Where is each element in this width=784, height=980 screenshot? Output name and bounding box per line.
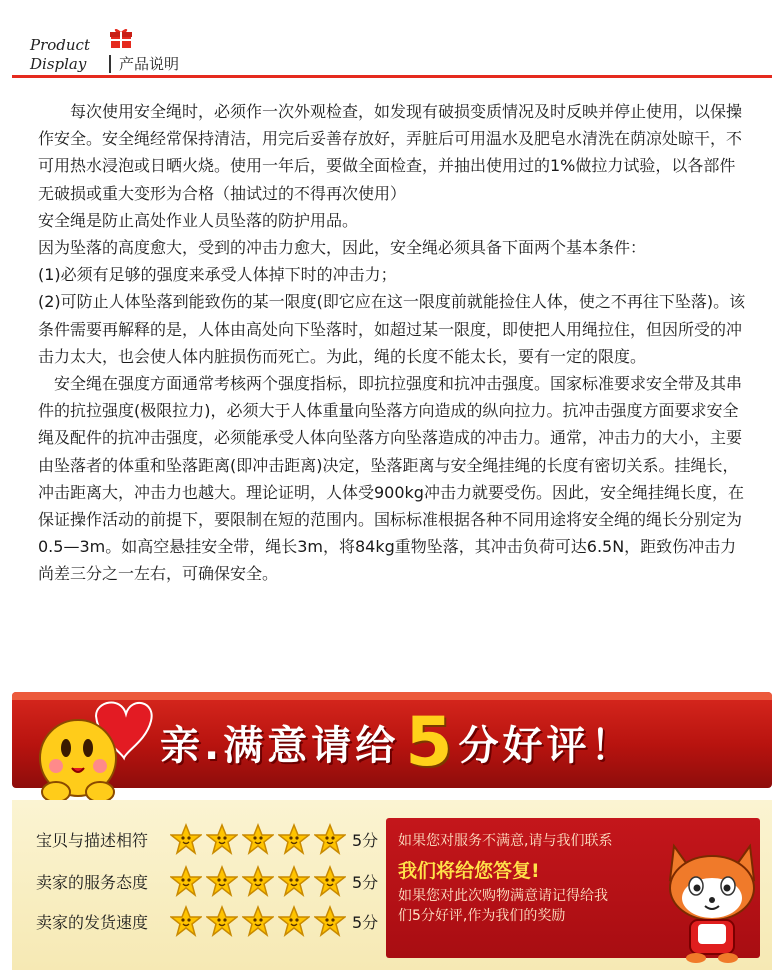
header-english-title <box>30 36 90 74</box>
rating-label: 卖家的发货速度 <box>36 912 149 932</box>
smiley-heart-mascot <box>26 696 156 808</box>
header-chinese-title: 产品说明 <box>119 55 180 73</box>
rating-label: 宝贝与描述相符 <box>36 830 149 850</box>
star-icon <box>278 865 310 897</box>
header-en-line1: Product <box>30 36 90 54</box>
notice-line-3: 如果您对此次购物满意请记得给我 <box>398 888 608 904</box>
rating-row-shipping <box>36 904 378 938</box>
star-icon <box>206 865 238 897</box>
star-icon <box>314 823 346 855</box>
paragraph-conditions-intro: 因为坠落的高度愈大，受到的冲击力愈大，因此，安全绳必须具备下面两个基本条件： <box>38 238 647 258</box>
fox-mascot <box>660 840 764 964</box>
banner-headline <box>160 702 635 782</box>
star-group <box>170 905 346 937</box>
rating-row-description <box>36 822 378 856</box>
rating-label: 卖家的服务态度 <box>36 872 149 892</box>
banner-text-after: 分好评！ <box>458 722 635 769</box>
star-icon <box>314 905 346 937</box>
rating-score: 5分 <box>352 912 379 932</box>
star-icon <box>170 865 202 897</box>
product-description <box>38 98 750 588</box>
paragraph-maintenance: 每次使用安全绳时，必须作一次外观检查，如发现有破损变质情况及时反映并停止使用，以保操作安全。安全绳经常保持清洁，用完后妥善存放好，弄脏后可用温水及肥皂水清洗在荫凉处晾干，不可用热水浸泡或日晒火烧。使用一年后，要做全面检查，并抽出使用过的1%做拉力试验，以各部件无破损或重大变形为合格（抽试过的不得再次使用） <box>38 102 743 203</box>
banner-five: 5 <box>405 702 453 782</box>
star-icon <box>206 823 238 855</box>
star-group <box>170 865 346 897</box>
page-header <box>0 0 784 80</box>
star-icon <box>170 905 202 937</box>
star-icon <box>170 823 202 855</box>
star-icon <box>242 865 274 897</box>
notice-line-4: 们5分好评,作为我们的奖励 <box>398 908 566 924</box>
star-group <box>170 823 346 855</box>
rating-score: 5分 <box>352 830 379 850</box>
notice-line-2: 我们将给您答复! <box>398 860 540 882</box>
paragraph-definition: 安全绳是防止高处作业人员坠落的防护用品。 <box>38 210 359 230</box>
paragraph-condition-1: (1)必须有足够的强度来承受人体掉下时的冲击力； <box>38 265 397 285</box>
star-icon <box>242 905 274 937</box>
header-divider <box>109 55 111 73</box>
star-icon <box>278 823 310 855</box>
paragraph-strength: 安全绳在强度方面通常考核两个强度指标，即抗拉强度和抗冲击强度。国家标准要求安全带及其串件的抗拉强度(极限拉力)，必须大于人体重量向坠落方向造成的纵向拉力。抗冲击强度方面要求安全绳及配件的抗冲击强度，必须能承受人体向坠落方向坠落造成的冲击力。通常，冲击力的大小，主要由坠落者的体重和坠落距离(即冲击距离)决定，坠落距离与安全绳挂绳的长度有密切关系。挂绳长，冲击距离大，冲击力也越大。理论证明，人体受900kg冲击力就要受伤。因此，安全绳挂绳长度，在保证操作活动的前提下，要限制在短的范围内。国标标准根据各种不同用途将安全绳的绳长分别定为0.5—3m。如高空悬挂安全带，绳长3m，将84kg重物坠落，其冲击负荷可达6.5N，距致伤冲击力尚差三分之一左右，可确保安全。 <box>38 374 744 584</box>
header-rule <box>12 75 772 78</box>
banner-text-before: 亲.满意请给 <box>160 722 400 769</box>
gift-icon <box>110 27 132 49</box>
star-icon <box>278 905 310 937</box>
rating-row-service <box>36 864 378 898</box>
star-icon <box>242 823 274 855</box>
notice-line-3-4 <box>398 886 608 926</box>
rating-score: 5分 <box>352 872 379 892</box>
paragraph-condition-2: (2)可防止人体坠落到能致伤的某一限度(即它应在这一限度前就能捡住人体，使之不再往下坠落)。该条件需要再解释的是，人体由高处向下坠落时，如超过某一限度，即使把人用绳拉住，但因所受的冲击力太大，也会使人体内脏损伤而死亡。为此，绳的长度不能太长，要有一定的限度。 <box>38 292 746 366</box>
notice-line-1: 如果您对服务不满意,请与我们联系 <box>398 833 613 849</box>
header-en-line2: Display <box>30 55 87 73</box>
star-icon <box>206 905 238 937</box>
star-icon <box>314 865 346 897</box>
